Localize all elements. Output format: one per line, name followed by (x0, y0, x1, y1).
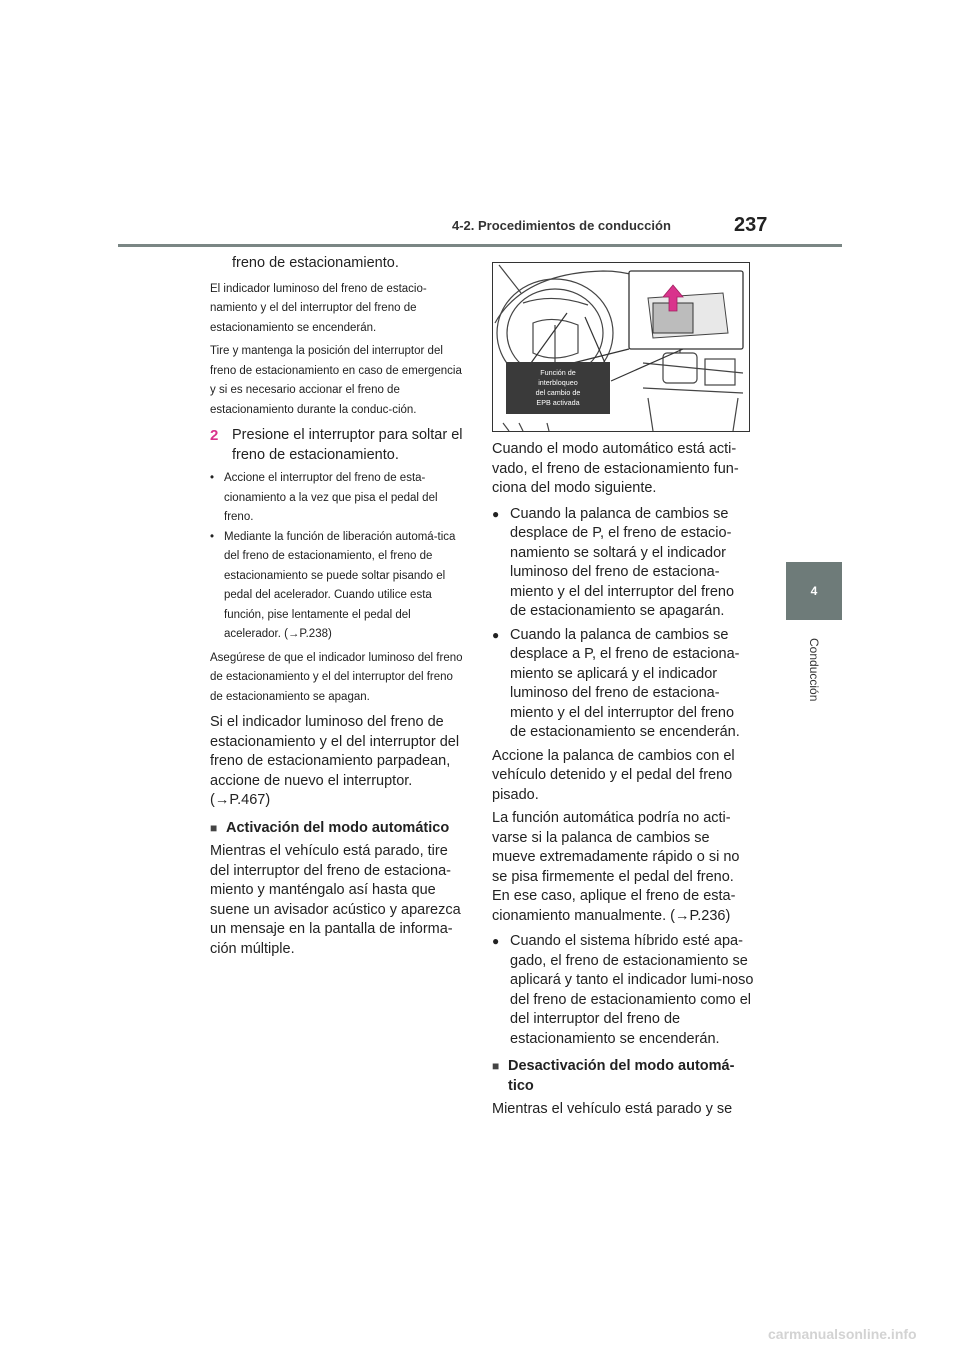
heading-text: Desactivación del modo automá-tico (508, 1058, 735, 1094)
square-bullet-icon: ■ (492, 1059, 500, 1073)
chapter-number: 4 (810, 584, 818, 598)
list-item (492, 626, 754, 743)
chapter-label-text: Conducción (807, 638, 821, 702)
section-heading (492, 1057, 754, 1096)
list-item-text: Mediante la función de liberación automá-tica del freno de estacionamiento, el freno de estacionamiento se puede soltar pisando el pedal del acelerador. Cuando utilice esta función, pise lentamente el pedal del acelerador. (→P.238) (224, 530, 456, 640)
callout-line: del cambio de (535, 388, 581, 397)
page-number: 237 (734, 214, 768, 236)
step-2 (210, 426, 468, 465)
bullet-icon: • (210, 472, 215, 484)
callout-line: EPB activada (536, 398, 580, 407)
right-column (492, 440, 754, 1120)
bullet-icon: ● (492, 934, 500, 948)
note-paragraph: Asegúrese de que el indicador luminoso del freno de estacionamiento y el del interruptor del freno de estacionamiento se apagan. (210, 651, 463, 703)
chapter-tab[interactable] (786, 562, 842, 620)
step-text: Presione el interruptor para soltar el freno de estacionamiento. (232, 427, 463, 463)
list-item-text: Cuando la palanca de cambios se desplace a P, el freno de estaciona-miento se aplicará y el indicador luminoso del freno de estaciona-miento y el del interruptor del freno de estacionamiento se encenderán. (510, 626, 740, 740)
section-heading (210, 819, 468, 839)
figure-callout-label (506, 362, 610, 414)
bullet-icon: • (210, 530, 215, 543)
list-item-text: Accione el interruptor del freno de esta-cionamiento a la vez que pisa el pedal del freno. (224, 472, 438, 523)
paragraph: Accione la palanca de cambios con el vehículo detenido y el pedal del freno pisado. (492, 747, 735, 803)
paragraph: Si el indicador luminoso del freno de estacionamiento y el del interruptor del freno de estacionamiento parpadean, accione de nuevo el interruptor. (→P.467) (210, 714, 460, 808)
watermark: carmanualsonline.info (768, 1326, 917, 1342)
bullet-icon: ● (492, 506, 500, 521)
paragraph: La función automática podría no acti-varse si la palanca de cambios se mueve extremadamente rápido o si no se pisa firmemente el pedal del freno. En ese caso, aplique el freno de esta-cionamiento manualmente. (→P.236) (492, 810, 740, 924)
paragraph: Mientras el vehículo está parado, tire del interruptor del freno de estaciona-miento y manténgalo así hasta que suene un avisador acústico y aparezca un mensaje en la pantalla de informa-ción múltiple. (210, 843, 461, 957)
paragraph: Tire y mantenga la posición del interruptor del freno de estacionamiento en caso de emergencia y si es necesario accionar el freno de estacionamiento durante la conduc-ción. (210, 345, 462, 416)
chapter-label (786, 632, 842, 708)
list-item-text: Cuando la palanca de cambios se desplace de P, el freno de estacio-namiento se soltará y el indicador luminoso del freno de estaciona-miento y el del interruptor del freno de estacionamiento se apagarán. (510, 505, 735, 619)
list-item (492, 932, 754, 1049)
header-divider (118, 244, 842, 247)
list-item-text: Cuando el sistema híbrido esté apa-gado, el freno de estacionamiento se aplicará y tanto el indicador lumi-noso del freno de estacionamiento como el del interruptor del freno de estacionamiento se encenderán. (510, 933, 754, 1047)
callout-line: Función de (540, 368, 576, 377)
paragraph: Cuando el modo automático está acti-vado, el freno de estacionamiento fun-ciona del modo siguiente. (492, 441, 739, 496)
heading-text: Activación del modo automático (226, 819, 450, 836)
bullet-icon: ● (492, 627, 500, 642)
continued-step-text: freno de estacionamiento. (232, 255, 399, 271)
step-number: 2 (210, 427, 219, 444)
square-bullet-icon: ■ (210, 820, 218, 835)
section-title: 4-2. Procedimientos de conducción (452, 218, 671, 233)
list-item (210, 528, 468, 645)
list-item (492, 505, 754, 622)
list-item (210, 469, 468, 528)
callout-line: interbloqueo (538, 378, 578, 387)
paragraph: Mientras el vehículo está parado y se (492, 1101, 733, 1117)
paragraph: El indicador luminoso del freno de estacio-namiento y el del interruptor del freno de estacionamiento se encenderán. (210, 282, 427, 334)
left-column (210, 254, 468, 959)
